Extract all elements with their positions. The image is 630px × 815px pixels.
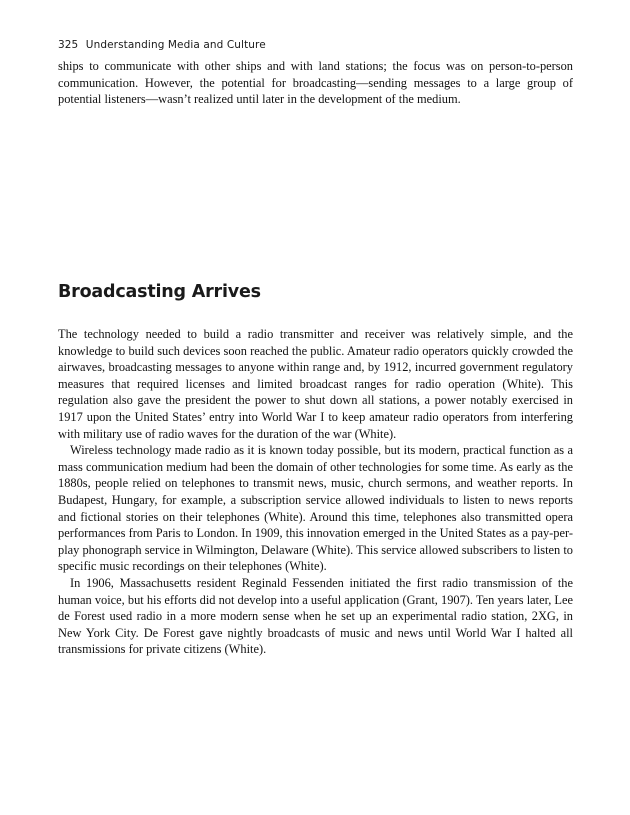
- running-header: [58, 39, 266, 51]
- section-heading: Broadcasting Arrives: [58, 282, 261, 302]
- body-paragraph: The technology needed to build a radio transmitter and receiver was relatively simple, and the knowledge to build such devices soon reached the public. Amateur radio operators quickly crowded the airwaves, broadcasting messages to anyone within range and, by 1912, incurred government regulatory measures that required licenses and limited broadcast ranges for radio operation (White). This regulation also gave the president the power to shut down all stations, a power notably exercised in 1917 upon the United States’ entry into World War I to keep amateur radio operators from interfering with military use of radio waves for the duration of the war (White).: [58, 327, 573, 441]
- continuation-text-block: [58, 58, 573, 108]
- book-title: Understanding Media and Culture: [85, 39, 266, 51]
- continuation-paragraph: ships to communicate with other ships and with land stations; the focus was on person-to-person communication. However, the potential for broadcasting—sending messages to a large group of potential listeners—wasn’t realized until later in the development of the medium.: [58, 59, 573, 107]
- body-paragraph: In 1906, Massachusetts resident Reginald Fessenden initiated the first radio transmission of the human voice, but his efforts did not develop into a useful application (Grant, 1907). Ten years later, Lee de Forest used radio in a more modern sense when he set up an experimental radio station, 2XG, in New York City. De Forest gave nightly broadcasts of music and news until World War I halted all transmissions for private citizens (White).: [58, 575, 573, 657]
- body-paragraph: Wireless technology made radio as it is known today possible, but its modern, practical function as a mass communication medium had been the domain of other technologies for some time. As early as the 1880s, people relied on telephones to transmit news, music, church sermons, and weather reports. In Budapest, Hungary, for example, a subscription service allowed individuals to listen to news reports and fictional stories on their telephones (White). Around this time, telephones also transmitted opera performances from Paris to London. In 1909, this innovation emerged in the United States as a pay-per-play phonograph service in Wilmington, Delaware (White). This service allowed subscribers to listen to specific music recordings on their telephones (White).: [58, 443, 573, 574]
- page-number: 325: [58, 39, 79, 51]
- section-body: [58, 326, 573, 658]
